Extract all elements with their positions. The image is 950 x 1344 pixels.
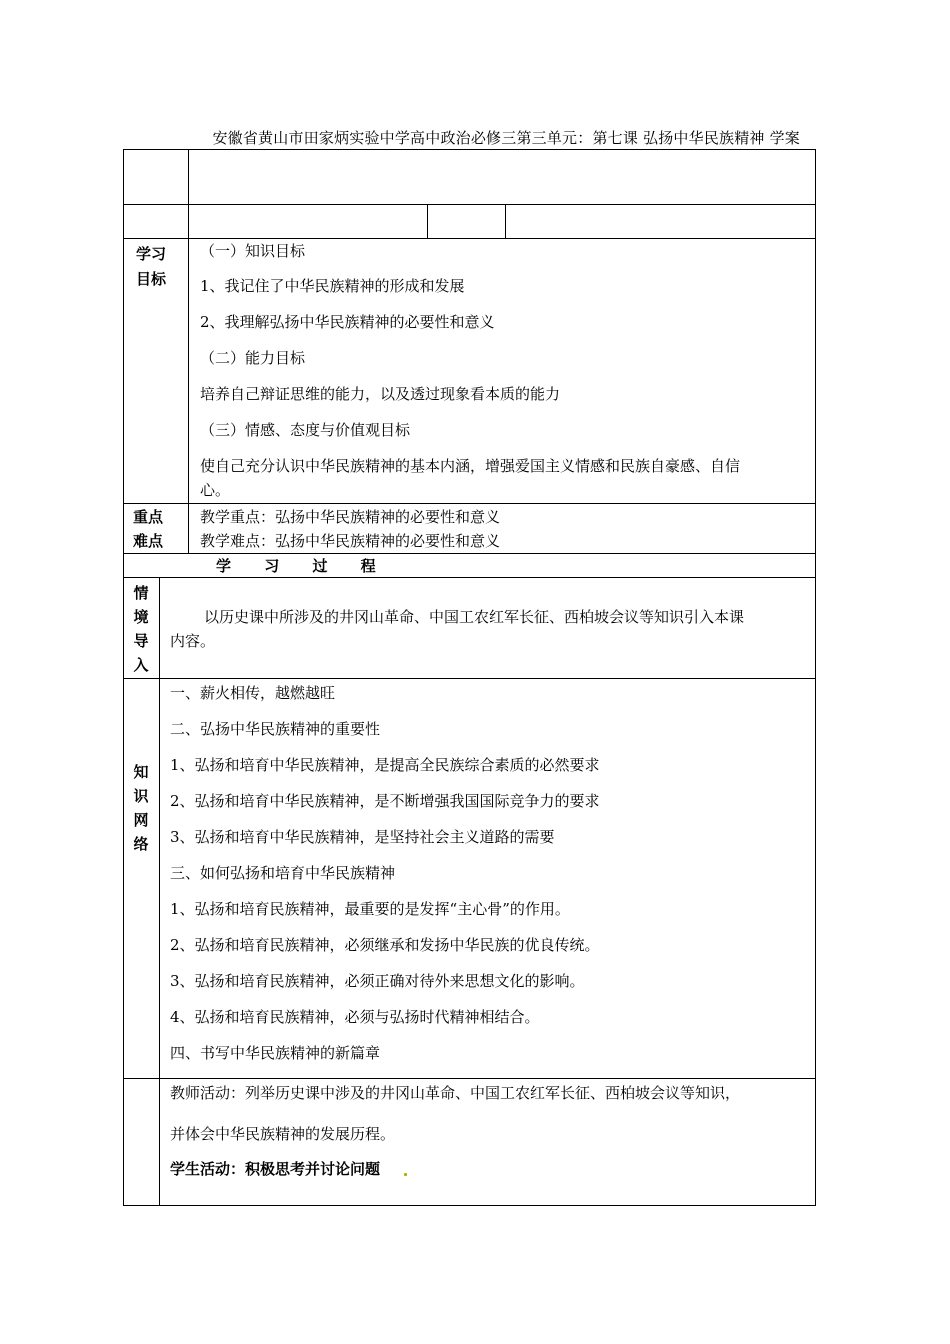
row-divider [123, 1078, 816, 1079]
objectives-label: 学习目标 [135, 245, 166, 288]
process-heading: 学 习 过 程 [216, 557, 376, 575]
row-divider [123, 678, 816, 679]
intro-label: 情境导入 [133, 584, 149, 674]
table-border-left [123, 149, 124, 1206]
row-divider [123, 204, 816, 205]
student-activity: 学生活动：积极思考并讨论问题 [170, 1160, 381, 1178]
column-divider [427, 204, 428, 239]
network-item: 4、弘扬和培育民族精神，必须与弘扬时代精神相结合。 [170, 1008, 540, 1026]
difficulty-label: 难点 [133, 532, 164, 550]
network-item: 3、弘扬和培育中华民族精神，是坚持社会主义道路的需要 [170, 828, 555, 846]
teaching-focus: 教学重点：弘扬中华民族精神的必要性和意义 [200, 508, 501, 526]
network-item: 一、薪火相传，越燃越旺 [170, 684, 336, 702]
column-divider [159, 577, 160, 1206]
teacher-activity-cont: 并体会中华民族精神的发展历程。 [170, 1125, 396, 1143]
network-item: 3、弘扬和培育民族精神，必须正确对待外来思想文化的影响。 [170, 972, 585, 990]
knowledge-heading: （一）知识目标 [200, 242, 306, 260]
row-divider [123, 553, 816, 554]
emotion-item-1-cont: 心。 [200, 481, 231, 499]
table-border-right [815, 149, 816, 1206]
row-divider [123, 238, 816, 239]
column-divider [505, 204, 506, 239]
document-title: 安徽省黄山市田家炳实验中学高中政治必修三第三单元：第七课 弘扬中华民族精神 学案 [212, 129, 800, 147]
ability-item-1: 培养自己辩证思维的能力，以及透过现象看本质的能力 [200, 385, 561, 403]
emotion-item-1: 使自己充分认识中华民族精神的基本内涵，增强爱国主义情感和民族自豪感、自信 [200, 457, 741, 475]
intro-text: 以历史课中所涉及的井冈山革命、中国工农红军长征、西柏坡会议等知识引入本课 [204, 608, 745, 626]
intro-text-cont: 内容。 [170, 632, 216, 650]
network-item: 2、弘扬和培育中华民族精神，是不断增强我国国际竞争力的要求 [170, 792, 600, 810]
network-item: 三、如何弘扬和培育中华民族精神 [170, 864, 396, 882]
knowledge-network-label: 知识网络 [133, 763, 149, 853]
network-item: 1、弘扬和培育民族精神，最重要的是发挥“主心骨”的作用。 [170, 900, 570, 918]
network-item: 二、弘扬中华民族精神的重要性 [170, 720, 381, 738]
column-divider [188, 149, 189, 554]
network-item: 四、书写中华民族精神的新篇章 [170, 1044, 381, 1062]
table-border-bottom [123, 1205, 816, 1206]
ability-heading: （二）能力目标 [200, 349, 306, 367]
teaching-difficulty: 教学难点：弘扬中华民族精神的必要性和意义 [200, 532, 501, 550]
row-divider [123, 577, 816, 578]
key-point-label: 重点 [133, 508, 164, 526]
emotion-heading: （三）情感、态度与价值观目标 [200, 421, 411, 439]
row-divider [123, 503, 816, 504]
marker-dot [404, 1173, 407, 1176]
teacher-activity: 教师活动：列举历史课中涉及的井冈山革命、中国工农红军长征、西柏坡会议等知识， [170, 1084, 741, 1102]
knowledge-item-1: 1、我记住了中华民族精神的形成和发展 [200, 277, 465, 295]
network-item: 2、弘扬和培育民族精神，必须继承和发扬中华民族的优良传统。 [170, 936, 600, 954]
knowledge-item-2: 2、我理解弘扬中华民族精神的必要性和意义 [200, 313, 495, 331]
table-border-top [123, 149, 816, 150]
network-item: 1、弘扬和培育中华民族精神，是提高全民族综合素质的必然要求 [170, 756, 600, 774]
